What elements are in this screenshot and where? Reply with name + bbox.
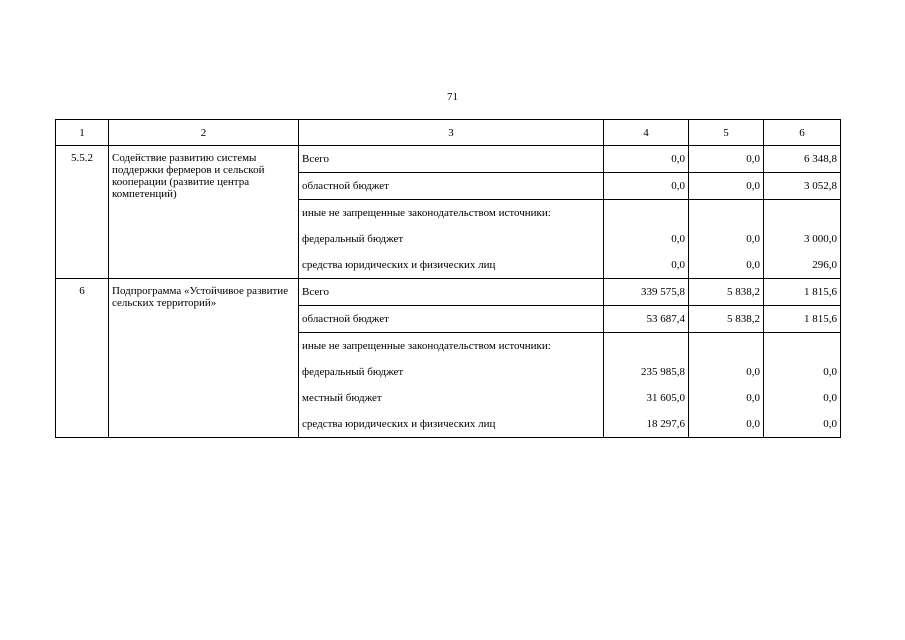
value-col-4: 339 575,8 <box>604 279 689 306</box>
header-col-4: 4 <box>604 120 689 146</box>
value-col-6: 0,0 <box>764 385 841 411</box>
value-col-5: 0,0 <box>689 146 764 173</box>
value-col-5: 0,0 <box>689 411 764 438</box>
value-col-4: 0,0 <box>604 252 689 279</box>
value-col-5: 5 838,2 <box>689 279 764 306</box>
value-col-6: 1 815,6 <box>764 306 841 333</box>
value-col-6: 0,0 <box>764 411 841 438</box>
header-col-5: 5 <box>689 120 764 146</box>
value-col-4: 0,0 <box>604 173 689 200</box>
value-col-5: 5 838,2 <box>689 306 764 333</box>
item-number: 5.5.2 <box>56 146 109 279</box>
item-number: 6 <box>56 279 109 438</box>
funding-source: областной бюджет <box>299 173 604 200</box>
table-row <box>56 146 841 173</box>
funding-source: федеральный бюджет <box>299 359 604 385</box>
item-name: Содействие развитию системы поддержки фермеров и сельской кооперации (развитие центра компетенций) <box>109 146 299 279</box>
value-col-4: 0,0 <box>604 226 689 252</box>
budget-table <box>55 119 841 438</box>
header-col-2: 2 <box>109 120 299 146</box>
header-col-6: 6 <box>764 120 841 146</box>
funding-source: областной бюджет <box>299 306 604 333</box>
value-col-5 <box>689 333 764 360</box>
funding-source: Всего <box>299 279 604 306</box>
value-col-4: 0,0 <box>604 146 689 173</box>
value-col-6: 3 000,0 <box>764 226 841 252</box>
header-col-1: 1 <box>56 120 109 146</box>
value-col-5: 0,0 <box>689 226 764 252</box>
funding-source: иные не запрещенные законодательством источники: <box>299 200 604 227</box>
funding-source: федеральный бюджет <box>299 226 604 252</box>
value-col-6: 0,0 <box>764 359 841 385</box>
value-col-4: 18 297,6 <box>604 411 689 438</box>
value-col-4: 235 985,8 <box>604 359 689 385</box>
table-header <box>56 120 841 146</box>
table-body <box>56 146 841 438</box>
funding-source: средства юридических и физических лиц <box>299 411 604 438</box>
value-col-5: 0,0 <box>689 385 764 411</box>
value-col-6: 3 052,8 <box>764 173 841 200</box>
value-col-6: 6 348,8 <box>764 146 841 173</box>
value-col-5: 0,0 <box>689 359 764 385</box>
value-col-4 <box>604 333 689 360</box>
value-col-5: 0,0 <box>689 173 764 200</box>
table-row <box>56 279 841 306</box>
header-col-3: 3 <box>299 120 604 146</box>
value-col-4 <box>604 200 689 227</box>
header-row <box>56 120 841 146</box>
value-col-6 <box>764 333 841 360</box>
page-number: 71 <box>447 91 458 103</box>
value-col-6: 1 815,6 <box>764 279 841 306</box>
value-col-6 <box>764 200 841 227</box>
item-name: Подпрограмма «Устойчивое развитие сельских территорий» <box>109 279 299 438</box>
value-col-4: 31 605,0 <box>604 385 689 411</box>
funding-source: средства юридических и физических лиц <box>299 252 604 279</box>
value-col-5 <box>689 200 764 227</box>
value-col-6: 296,0 <box>764 252 841 279</box>
funding-source: местный бюджет <box>299 385 604 411</box>
funding-source: иные не запрещенные законодательством источники: <box>299 333 604 360</box>
value-col-4: 53 687,4 <box>604 306 689 333</box>
value-col-5: 0,0 <box>689 252 764 279</box>
funding-source: Всего <box>299 146 604 173</box>
